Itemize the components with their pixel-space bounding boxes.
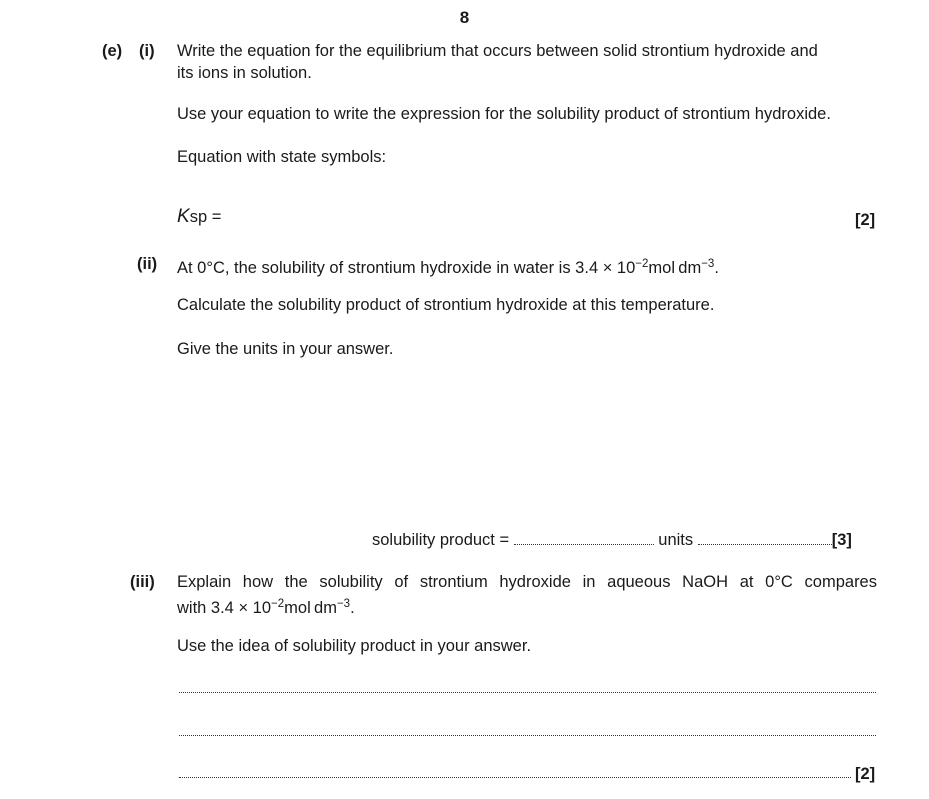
sub-i-marks: [2]	[855, 211, 876, 229]
sub-iii-question-text: with 3.4 × 10	[177, 599, 272, 617]
units-label: units	[653, 531, 698, 549]
sub-iii-period: .	[350, 599, 355, 617]
sub-iii-marks: [2]	[855, 765, 876, 783]
sub-ii-marks: [3]	[831, 531, 852, 549]
sub-ii-exponent-2: −3	[701, 258, 715, 270]
part-e-label: (e)	[102, 42, 123, 60]
ksp-equals: =	[207, 208, 222, 226]
sub-ii-exponent-1: −2	[635, 258, 649, 270]
answer-line-2[interactable]	[179, 735, 876, 736]
sub-ii-units-note: Give the units in your answer.	[177, 340, 394, 358]
sub-ii-period: .	[714, 259, 719, 277]
answer-line-3[interactable]	[179, 777, 851, 778]
sub-iii-unit: mol dm	[284, 599, 337, 617]
sub-iii-exponent-1: −2	[271, 598, 285, 610]
sub-i-question-line2: its ions in solution.	[177, 64, 312, 82]
ksp-k: K	[177, 206, 190, 227]
sub-ii-question-text: At 0°C, the solubility of strontium hydroxide in water is 3.4 × 10	[177, 259, 636, 277]
sub-iii-question-line1: Explain how the solubility of strontium hydroxide in aqueous NaOH at 0°C compares	[177, 573, 877, 591]
sub-iii-instruction: Use the idea of solubility product in your answer.	[177, 637, 532, 655]
sub-ii-instruction: Calculate the solubility product of strontium hydroxide at this temperature.	[177, 296, 715, 314]
solubility-product-label: solubility product =	[372, 531, 514, 549]
sub-i-question-line1: Write the equation for the equilibrium that occurs between solid strontium hydroxide and	[177, 42, 818, 60]
solubility-product-answer-row	[372, 530, 852, 550]
sub-ii-label: (ii)	[137, 255, 158, 273]
sub-i-label: (i)	[139, 42, 155, 60]
sub-iii-question	[177, 572, 877, 592]
solubility-product-answer-field[interactable]	[514, 530, 654, 545]
equation-label: Equation with state symbols:	[177, 148, 387, 166]
sub-iii-exponent-2: −3	[336, 598, 351, 610]
sub-iii-label: (iii)	[130, 573, 155, 591]
units-answer-field[interactable]	[698, 530, 832, 545]
answer-line-1[interactable]	[179, 692, 876, 693]
sub-ii-question	[177, 254, 719, 278]
sub-i-instruction: Use your equation to write the expression for the solubility product of strontium hydroxide.	[177, 105, 831, 123]
ksp-subscript: sp	[189, 208, 208, 226]
sub-iii-question-line2	[177, 594, 355, 618]
page-number: 8	[459, 8, 470, 27]
ksp-label	[177, 207, 221, 227]
sub-ii-unit: mol dm	[648, 259, 702, 277]
